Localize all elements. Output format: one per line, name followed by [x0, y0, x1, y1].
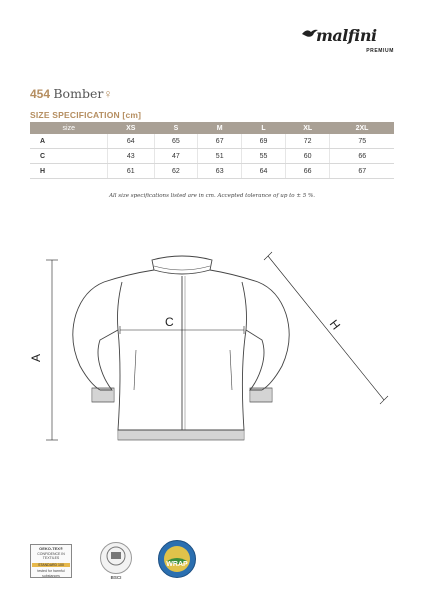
oeko-standard: STANDARD 100	[32, 563, 70, 568]
dimension-c-label: C	[165, 315, 174, 329]
female-icon: ♀	[103, 87, 113, 101]
table-header: L	[242, 122, 286, 134]
jacket-outline	[73, 256, 289, 430]
table-cell: 65	[154, 134, 198, 149]
bsci-icon	[101, 543, 131, 573]
table-cell: 66	[330, 149, 394, 164]
jacket-diagram	[0, 230, 424, 470]
brand-logo	[302, 26, 394, 60]
table-cell: 66	[285, 164, 330, 179]
row-label: H	[30, 164, 107, 179]
wrap-label: WRAP	[166, 561, 188, 568]
oeko-line: CONFIDENCE IN TEXTILES	[37, 551, 65, 560]
product-name: Bomber	[53, 86, 104, 101]
table-cell: 64	[242, 164, 286, 179]
table-cell: 47	[154, 149, 198, 164]
table-cell: 64	[107, 134, 154, 149]
size-table	[30, 122, 394, 179]
table-cell: 63	[198, 164, 242, 179]
table-cell: 67	[330, 164, 394, 179]
table-cell: 67	[198, 134, 242, 149]
table-cell: 55	[242, 149, 286, 164]
product-number: 454	[30, 87, 51, 101]
table-header: S	[154, 122, 198, 134]
table-cell: 72	[285, 134, 330, 149]
row-label: A	[30, 134, 107, 149]
dimension-a-label: A	[29, 353, 43, 362]
table-row	[30, 164, 394, 179]
product-title	[30, 86, 112, 101]
table-cell: 61	[107, 164, 154, 179]
table-header: XL	[285, 122, 330, 134]
table-cell: 69	[242, 134, 286, 149]
oeko-small: tested for harmful substances	[37, 569, 65, 578]
table-header: XS	[107, 122, 154, 134]
dimension-a	[46, 260, 58, 440]
section-title: SIZE SPECIFICATION [cm]	[30, 110, 142, 120]
logo-tagline: PREMIUM	[366, 48, 394, 54]
certification-badges	[30, 540, 210, 580]
dimension-h-label: H	[326, 316, 344, 333]
table-cell: 43	[107, 149, 154, 164]
ribbed-hem	[118, 430, 244, 440]
table-cell: 51	[198, 149, 242, 164]
oeko-tex-badge	[30, 544, 72, 578]
wrap-badge	[158, 540, 196, 578]
table-header: 2XL	[330, 122, 394, 134]
table-header: size	[30, 122, 107, 134]
row-label: C	[30, 149, 107, 164]
dimension-h	[264, 252, 388, 404]
table-cell: 75	[330, 134, 394, 149]
table-header: M	[198, 122, 242, 134]
oeko-title: OEKO-TEX®	[39, 546, 63, 551]
table-cell: 60	[285, 149, 330, 164]
table-row	[30, 149, 394, 164]
bsci-label: BSCI	[110, 575, 122, 580]
tolerance-note: All size specifications listed are in cm. Accepted tolerance of up to ± 5 %.	[109, 193, 315, 199]
table-cell: 62	[154, 164, 198, 179]
table-header-row	[30, 122, 394, 134]
wrap-icon	[159, 541, 195, 577]
logo-wordmark: malfini	[316, 26, 377, 45]
bsci-badge	[100, 542, 132, 580]
table-row	[30, 134, 394, 149]
